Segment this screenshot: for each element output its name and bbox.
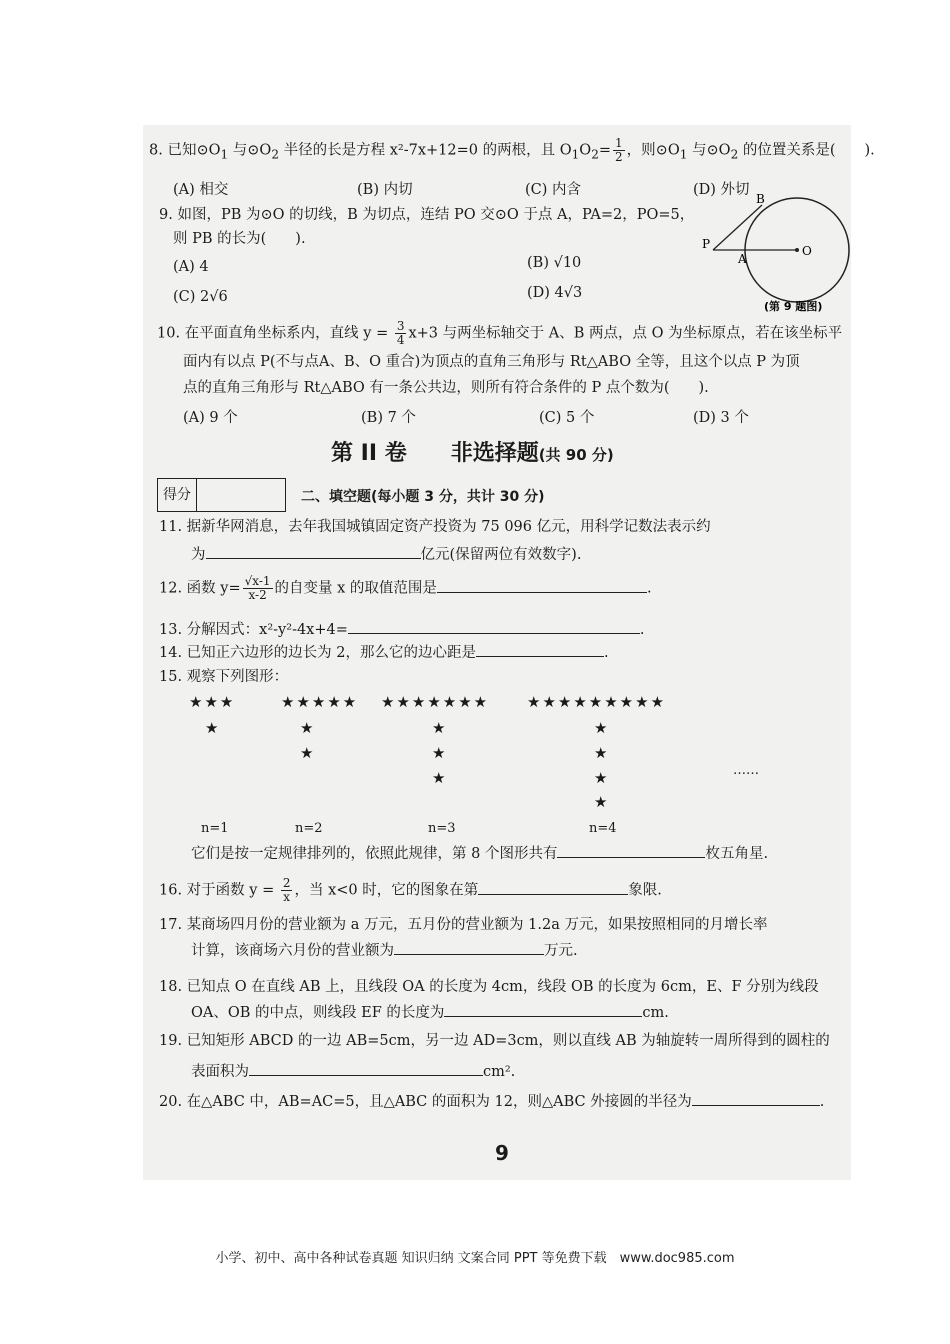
q10-text: x+3 与两坐标轴交于 A、B 两点，点 O 为坐标原点，若在该坐标平 (408, 325, 843, 342)
q10-option-c: (C) 5 个 (539, 410, 595, 426)
q16-fraction (281, 877, 293, 904)
q10-frac-den: 4 (396, 333, 405, 347)
q12-answer-blank[interactable] (437, 578, 647, 593)
q15-answer-blank[interactable] (557, 843, 705, 858)
q18-answer-blank[interactable] (444, 1002, 642, 1017)
fig-label-a: A (738, 252, 747, 266)
q8-text: O (579, 142, 592, 159)
q10-option-b: (B) 7 个 (361, 410, 416, 426)
q20-text: 20. 在△ABC 中，AB=AC=5，且△ABC 的面积为 12，则△ABC 外接圆的半径为 (159, 1094, 692, 1110)
q8-sub: 1 (679, 147, 688, 162)
q12-fraction (243, 575, 273, 602)
q14-answer-blank[interactable] (476, 642, 604, 657)
q17-line1: 17. 某商场四月份的营业额为 a 万元，五月份的营业额为 1.2a 万元，如果按照相同的月增长率 (159, 917, 768, 933)
q15-fig3-star: ★ (432, 744, 446, 762)
q10-text: 10. 在平面直角坐标系内，直线 y = (157, 325, 393, 342)
q15-fig1-star: ★ (205, 719, 219, 737)
tangent-pb (713, 205, 762, 250)
q9-circle-figure (698, 193, 848, 313)
q14-end: . (604, 645, 609, 661)
q15-line2 (191, 843, 768, 864)
question-16 (159, 877, 662, 904)
q15-label-n1: n=1 (201, 821, 229, 836)
q17-line2 (191, 940, 578, 961)
q13-end: . (639, 622, 645, 638)
q15-fig1-row: ★★★ (189, 693, 236, 711)
q15-label-n4: n=4 (589, 821, 617, 836)
q18-text: cm. (642, 1005, 669, 1021)
q17-answer-blank[interactable] (394, 940, 544, 955)
q9-option-b: (B) √10 (527, 255, 582, 271)
q15-fig4-star: ★ (594, 769, 608, 787)
q14-text: 14. 已知正六边形的边长为 2，那么它的边心距是 (159, 645, 477, 661)
q17-text: 计算，该商场六月份的营业额为 (191, 943, 394, 959)
center-dot (795, 248, 799, 252)
part2-title-text: 第 II 卷 非选择题 (331, 441, 539, 466)
q15-fig3-row: ★★★★★★★ (381, 693, 490, 711)
q8-sub: 2 (271, 147, 280, 162)
q15-fig4-row: ★★★★★★★★★ (527, 693, 667, 711)
fig-label-p: P (702, 237, 711, 251)
q15-fig2-row: ★★★★★ (281, 693, 359, 711)
q12-text: 的自变量 x 的取值范围是 (274, 580, 437, 597)
q9-option-c: (C) 2√6 (173, 289, 228, 305)
q8-sub: 1 (220, 147, 229, 162)
score-box (157, 478, 286, 512)
q8-sub: 2 (591, 147, 599, 162)
score-label: 得分 (158, 479, 197, 511)
q15-fig4-star: ★ (594, 793, 608, 811)
q13-text: 13. 分解因式：x²-y²-4x+4= (159, 622, 348, 638)
q9-line1: 9. 如图，PB 为⊙O 的切线，B 为切点，连结 PO 交⊙O 于点 A，PA=2，PO=5， (159, 207, 695, 223)
q15-text: 它们是按一定规律排列的，依照此规律，第 8 个图形共有 (191, 846, 558, 862)
q15-text: 枚五角星. (705, 846, 769, 862)
q8-frac-den: 2 (615, 150, 623, 164)
q19-line2 (191, 1061, 515, 1082)
footer-text[interactable]: 小学、初中、高中各种试卷真题 知识归纳 文案合同 PPT 等免费下载 www.doc985.com (215, 1251, 735, 1266)
question-8 (149, 137, 875, 164)
q15-fig3-star: ★ (432, 769, 446, 787)
q13-answer-blank[interactable] (348, 619, 640, 634)
q12-frac-den: x-2 (248, 588, 267, 602)
q18-text: OA、OB 的中点，则线段 EF 的长度为 (191, 1005, 445, 1021)
q18-line2 (191, 1002, 669, 1023)
q8-option-c: (C) 内含 (525, 182, 582, 198)
q19-text: 表面积为 (191, 1064, 249, 1080)
q11-line2 (191, 544, 581, 565)
q15-label-n2: n=2 (295, 821, 323, 836)
q12-frac-num: √x-1 (244, 574, 271, 588)
q16-text: ，当 x<0 时，它的图象在第 (294, 882, 479, 899)
q18-line1: 18. 已知点 O 在直线 AB 上，且线段 OA 的长度为 4cm，线段 OB 的长度为 6cm，E、F 分别为线段 (159, 979, 819, 995)
q16-text: 象限. (628, 882, 662, 899)
q16-answer-blank[interactable] (478, 880, 628, 895)
q8-text: ，则⊙O (626, 142, 680, 159)
q11-text: 为 (191, 547, 206, 563)
q8-text: = (598, 142, 612, 159)
q11-answer-blank[interactable] (206, 544, 421, 559)
scanned-page (143, 125, 875, 1180)
question-14 (159, 642, 609, 663)
part2-points: (共 90 分) (538, 446, 614, 464)
q8-sub: 1 (571, 147, 580, 162)
q15-line1: 15. 观察下列图形： (159, 669, 289, 685)
q19-text: cm². (483, 1064, 516, 1080)
q10-line3: 点的直角三角形与 Rt△ABO 有一条公共边，则所有符合条件的 P 点个数为( ). (183, 380, 709, 396)
q17-text: 万元. (544, 943, 578, 959)
q15-fig2-star: ★ (300, 744, 314, 762)
part2-title (331, 436, 614, 467)
q10-fraction (395, 320, 407, 347)
q20-end: . (819, 1094, 825, 1110)
q8-text: 与⊙O (687, 142, 731, 159)
q8-text: 8. 已知⊙O (149, 142, 221, 159)
q15-fig2-star: ★ (300, 719, 314, 737)
question-10 (157, 320, 842, 347)
q10-line2: 面内有以点 P(不与点A、B、O 重合)为顶点的直角三角形与 Rt△ABO 全等，且这个以点 P 为顶 (183, 354, 800, 370)
q10-frac-num: 3 (396, 319, 405, 333)
q8-option-a: (A) 相交 (173, 182, 229, 198)
q8-frac-num: 1 (615, 136, 623, 150)
q15-fig4-star: ★ (594, 719, 608, 737)
q16-frac-den: x (283, 890, 291, 904)
q8-option-d: (D) 外切 (693, 182, 750, 198)
q15-fig4-star: ★ (594, 744, 608, 762)
question-13 (159, 619, 645, 640)
q9-option-a: (A) 4 (173, 259, 209, 275)
q11-text: 亿元(保留两位有效数字). (420, 547, 582, 563)
q8-sub: 2 (730, 147, 739, 162)
q8-text: 半径的长是方程 x²-7x+12=0 的两根，且 O (279, 142, 572, 159)
q8-option-b: (B) 内切 (357, 182, 413, 198)
q12-text: 12. 函数 y= (159, 580, 241, 597)
q12-end: . (646, 580, 652, 597)
q8-text: 与⊙O (228, 142, 272, 159)
q15-label-n3: n=3 (428, 821, 456, 836)
q15-fig3-star: ★ (432, 719, 446, 737)
fig-label-b: B (756, 192, 765, 206)
question-12 (159, 575, 652, 602)
q10-option-a: (A) 9 个 (183, 410, 238, 426)
fig-caption: (第 9 题图) (764, 300, 823, 313)
question-20 (159, 1091, 824, 1112)
q16-frac-num: 2 (282, 876, 291, 890)
q15-dots: …… (733, 763, 759, 778)
fig-label-o: O (802, 244, 812, 258)
q19-answer-blank[interactable] (249, 1061, 483, 1076)
q16-text: 16. 对于函数 y = (159, 882, 279, 899)
q9-line2: 则 PB 的长为( ). (173, 231, 306, 247)
q8-fraction (613, 137, 625, 164)
page-number: 9 (495, 1141, 509, 1165)
q20-answer-blank[interactable] (692, 1091, 820, 1106)
q8-text: 的位置关系是( ). (738, 142, 875, 159)
q19-line1: 19. 已知矩形 ABCD 的一边 AB=5cm，另一边 AD=3cm，则以直线 AB 为轴旋转一周所得到的圆柱的 (159, 1033, 830, 1049)
q9-option-d: (D) 4√3 (527, 285, 583, 301)
q11-line1: 11. 据新华网消息，去年我国城镇固定资产投资为 75 096 亿元，用科学记数法表示约 (159, 519, 711, 535)
q10-option-d: (D) 3 个 (693, 410, 749, 426)
section2-heading: 二、填空题(每小题 3 分，共计 30 分) (301, 489, 545, 505)
